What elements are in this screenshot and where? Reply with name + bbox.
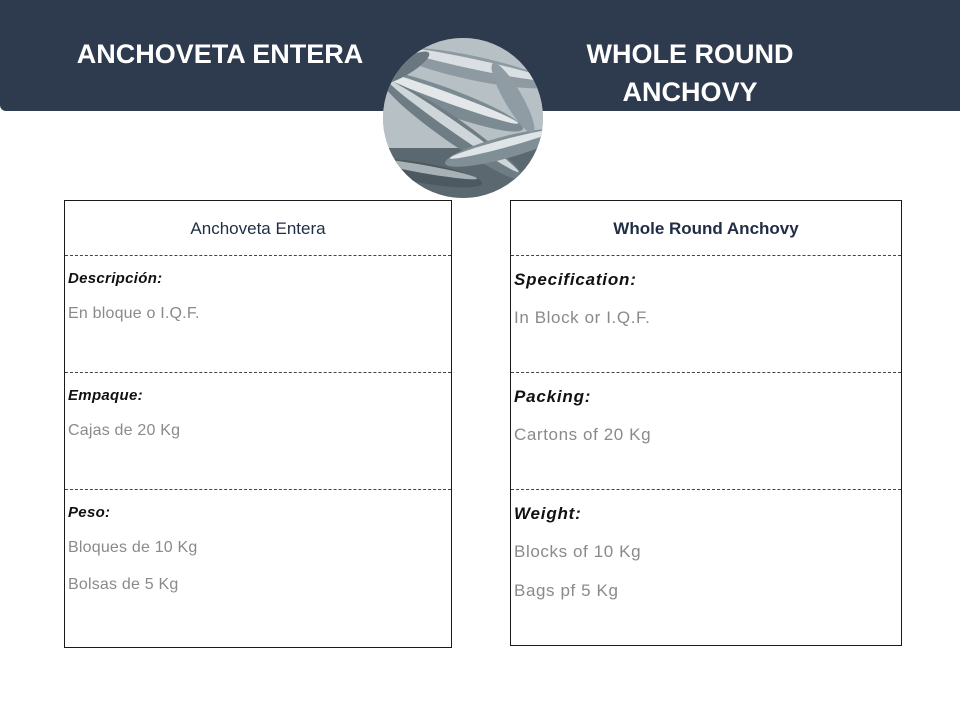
spec-card-spanish bbox=[64, 200, 452, 648]
section-value: In Block or I.Q.F. bbox=[514, 308, 651, 327]
section-label: Specification: bbox=[514, 270, 637, 289]
section-value: Blocks of 10 Kg bbox=[514, 542, 642, 561]
section-weight bbox=[511, 490, 901, 607]
section-label: Packing: bbox=[514, 387, 592, 406]
section-value: Cajas de 20 Kg bbox=[68, 422, 181, 439]
title-english-line2: ANCHOVY bbox=[622, 77, 758, 107]
anchovy-fish-photo bbox=[383, 38, 543, 198]
section-weight bbox=[65, 490, 451, 607]
section-description bbox=[65, 256, 451, 373]
section-packing bbox=[511, 373, 901, 490]
title-english bbox=[550, 35, 830, 111]
section-value: En bloque o I.Q.F. bbox=[68, 305, 200, 322]
section-label: Peso: bbox=[68, 504, 111, 521]
title-spanish: ANCHOVETA ENTERA bbox=[76, 39, 364, 69]
section-label: Weight: bbox=[514, 504, 582, 523]
title-english-line1: WHOLE ROUND bbox=[586, 39, 794, 69]
card-title: Whole Round Anchovy bbox=[511, 201, 901, 256]
section-value: Cartons of 20 Kg bbox=[514, 425, 652, 444]
section-value: Bolsas de 5 Kg bbox=[68, 576, 179, 593]
section-label: Descripción: bbox=[68, 270, 163, 287]
card-title: Anchoveta Entera bbox=[65, 201, 451, 256]
section-packing bbox=[65, 373, 451, 490]
section-specification bbox=[511, 256, 901, 373]
spec-card-english bbox=[510, 200, 902, 646]
section-value: Bloques de 10 Kg bbox=[68, 539, 198, 556]
section-value: Bags pf 5 Kg bbox=[514, 581, 619, 600]
section-label: Empaque: bbox=[68, 387, 143, 404]
